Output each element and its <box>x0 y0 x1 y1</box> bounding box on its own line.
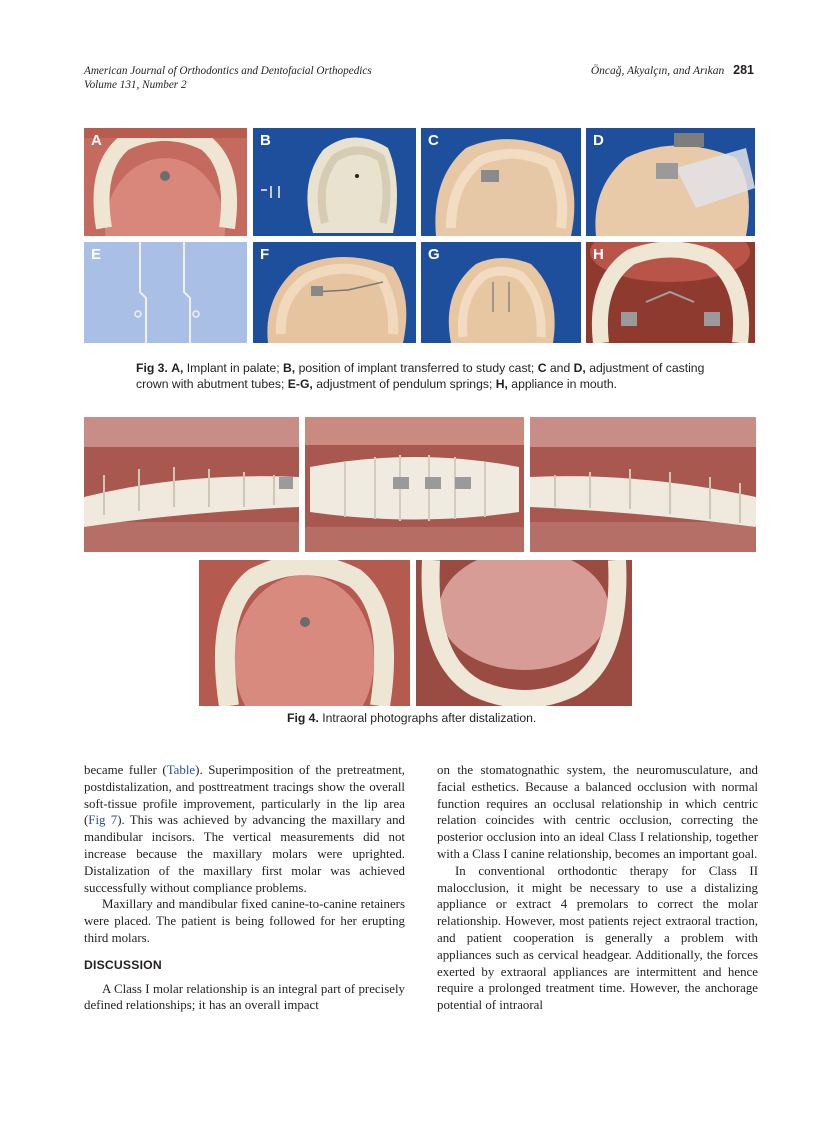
table-link[interactable]: Table <box>166 763 196 777</box>
fig4-photo-left-buccal <box>530 417 756 552</box>
journal-volume: Volume 131, Number 2 <box>84 79 187 91</box>
fig4-photo-right-buccal <box>84 417 299 552</box>
running-header-authors <box>591 63 754 77</box>
caption-text: adjustment of casting crown with abutment tubes; <box>136 361 705 391</box>
appliance-in-mouth-photo <box>586 242 755 343</box>
panel-label: F <box>260 246 270 263</box>
cast-crown-photo <box>421 128 581 236</box>
panel-label: C <box>428 132 439 149</box>
panel-label: B <box>260 132 271 149</box>
panel-label: D <box>593 132 604 149</box>
page-number: 281 <box>733 63 754 77</box>
caption-key: B, <box>283 361 296 375</box>
caption-key: E-G, <box>287 377 313 391</box>
caption-text: Implant in palate; <box>183 361 283 375</box>
panel-label: G <box>428 246 440 263</box>
section-heading-discussion: DISCUSSION <box>84 957 162 972</box>
panel-label: H <box>593 246 604 263</box>
fig4-photo-frontal <box>305 417 524 552</box>
fig3-caption <box>136 360 726 392</box>
panel-label: A <box>91 132 102 149</box>
mandibular-occlusal-photo <box>416 560 632 706</box>
spring-adjustment-photo <box>421 242 581 343</box>
caption-key: H, <box>495 377 508 391</box>
fig4-caption <box>287 710 536 726</box>
paragraph: Maxillary and mandibular fixed canine-to-canine retainers were placed. The patient is being followed for her erupting third molars. <box>84 897 405 945</box>
fig3-panel-d <box>586 128 755 236</box>
text-run: ). This was achieved by advancing the maxillary and mandibular incisors. The vertical measurements did not increase because the maxillary molars were uprighted. Distalization of the maxillary first molar was achieved successfully without compliance problems. <box>84 813 405 895</box>
fig3-panel-c <box>421 128 581 236</box>
caption-key: D, <box>573 361 586 375</box>
caption-text: and <box>546 361 574 375</box>
fig3-panel-a <box>84 128 247 236</box>
fig3-panel-f <box>253 242 416 343</box>
frontal-occlusion-photo <box>305 417 524 552</box>
authors: Öncağ, Akyalçın, and Arıkan <box>590 65 725 77</box>
figure-label: Fig 4. <box>287 711 319 725</box>
paragraph: In conventional orthodontic therapy for Class II malocclusion, it might be necessary to use a distalizing appliance or extract 4 premolars to correct the molar relationship. However, most patients reject extraoral traction, and patient cooperation is generally a problem with appliances such as cervical headgear. Additionally, the forces exerted by extraoral appliances are intermittent and hence require a prolonged treatment time. However, the anchorage potential of intraoral <box>437 863 758 1013</box>
running-header-journal <box>84 64 372 92</box>
palate-implant-photo <box>84 128 247 236</box>
abutment-tube-photo <box>586 128 755 236</box>
body-column-left <box>84 762 405 1014</box>
panel-label: E <box>91 246 102 263</box>
caption-text: position of implant transferred to study cast; <box>295 361 538 375</box>
fig3-panel-b <box>253 128 416 236</box>
study-cast-photo <box>253 128 416 236</box>
paragraph: on the stomatognathic system, the neuromusculature, and facial esthetics. Because a balanced occlusion with normal function requires an occlusal relationship in which centric relation coincides with centric occlusion, correcting the posterior occlusion into an ideal Class I relationship, together with a Class I canine relationship, becomes an important goal. <box>437 763 758 861</box>
fig3-panel-h <box>586 242 755 343</box>
left-buccal-occlusion-photo <box>530 417 756 552</box>
spring-adjustment-photo <box>253 242 416 343</box>
body-column-right <box>437 762 758 1014</box>
caption-key: A, <box>171 361 184 375</box>
fig3-panel-g <box>421 242 581 343</box>
paragraph <box>84 762 405 896</box>
figure-7-link[interactable]: Fig 7 <box>88 813 118 828</box>
pendulum-spring-wire-photo <box>84 242 247 343</box>
text-run: became fuller ( <box>84 763 167 777</box>
journal-title: American Journal of Orthodontics and Dentofacial Orthopedics <box>84 65 372 77</box>
caption-text: appliance in mouth. <box>507 377 618 391</box>
maxillary-occlusal-photo <box>199 560 410 706</box>
caption-key: C <box>537 361 547 375</box>
fig4-photo-mandibular <box>416 560 632 706</box>
caption-text: adjustment of pendulum springs; <box>312 377 496 391</box>
figure-label: Fig 3. <box>136 361 168 375</box>
paragraph: A Class I molar relationship is an integral part of precisely defined relationships; it has an overall impact <box>84 981 405 1013</box>
fig4-photo-maxillary <box>199 560 410 706</box>
text-run: ). Superimposition of the pretreatment, postdistalization, and posttreatment tracings show the overall soft-tissue profile improvement, particularly in the lip area ( <box>84 763 405 828</box>
caption-text: Intraoral photographs after distalization. <box>318 711 537 725</box>
fig3-panel-e <box>84 242 247 343</box>
right-buccal-occlusion-photo <box>84 417 299 552</box>
